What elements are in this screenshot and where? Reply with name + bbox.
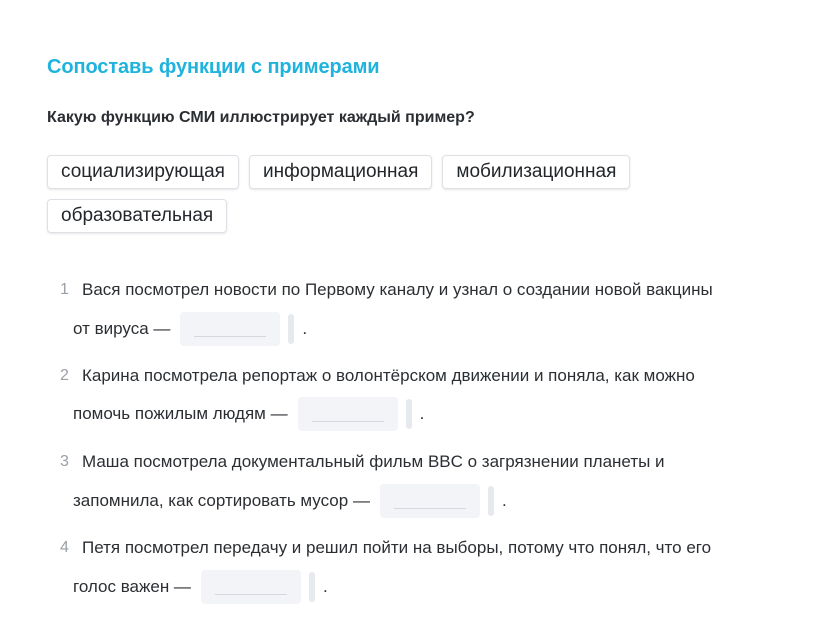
item-text-continued: от вируса — [73,319,171,338]
option-chip-educational[interactable]: образовательная [47,199,227,233]
item-number: 3 [60,453,69,470]
item-text: Петя посмотрел передачу и решил пойти на выборы, потому что понял, что его [82,538,712,557]
item-number: 2 [60,367,69,384]
item-number: 4 [60,539,69,556]
drop-slot[interactable] [380,484,480,518]
item-period: . [322,577,328,596]
item-text: Карина посмотрела репортаж о волонтёрском движении и поняла, как можно [82,366,695,385]
item-answer-line [73,312,307,346]
item-text-continued: помочь пожилым людям — [73,404,288,423]
slot-handle [309,572,315,602]
slot-handle [488,486,494,516]
question-text: Какую функцию СМИ иллюстрирует каждый пример? [47,109,475,126]
drop-slot[interactable] [298,397,398,431]
option-chip-mobilizing[interactable]: мобилизационная [442,155,630,189]
item-text: Вася посмотрел новости по Первому каналу и узнал о создании новой вакцины [82,280,713,299]
slot-handle [288,314,294,344]
item-period: . [501,491,507,510]
drop-slot[interactable] [201,570,301,604]
item-text-continued: запомнила, как сортировать мусор — [73,491,370,510]
item-answer-line [73,484,507,518]
item-text: Маша посмотрела документальный фильм BBC о загрязнении планеты и [82,452,665,471]
drop-slot[interactable] [180,312,280,346]
item-text-continued: голос важен — [73,577,191,596]
item-period: . [302,319,308,338]
exercise-title: Сопоставь функции с примерами [47,56,380,78]
option-chip-informational[interactable]: информационная [249,155,432,189]
slot-handle [406,399,412,429]
answer-options [47,155,707,233]
item-period: . [419,404,425,423]
item-answer-line [73,570,328,604]
item-number: 1 [60,281,69,298]
option-chip-socializing[interactable]: социализирующая [47,155,239,189]
item-answer-line [73,397,424,431]
